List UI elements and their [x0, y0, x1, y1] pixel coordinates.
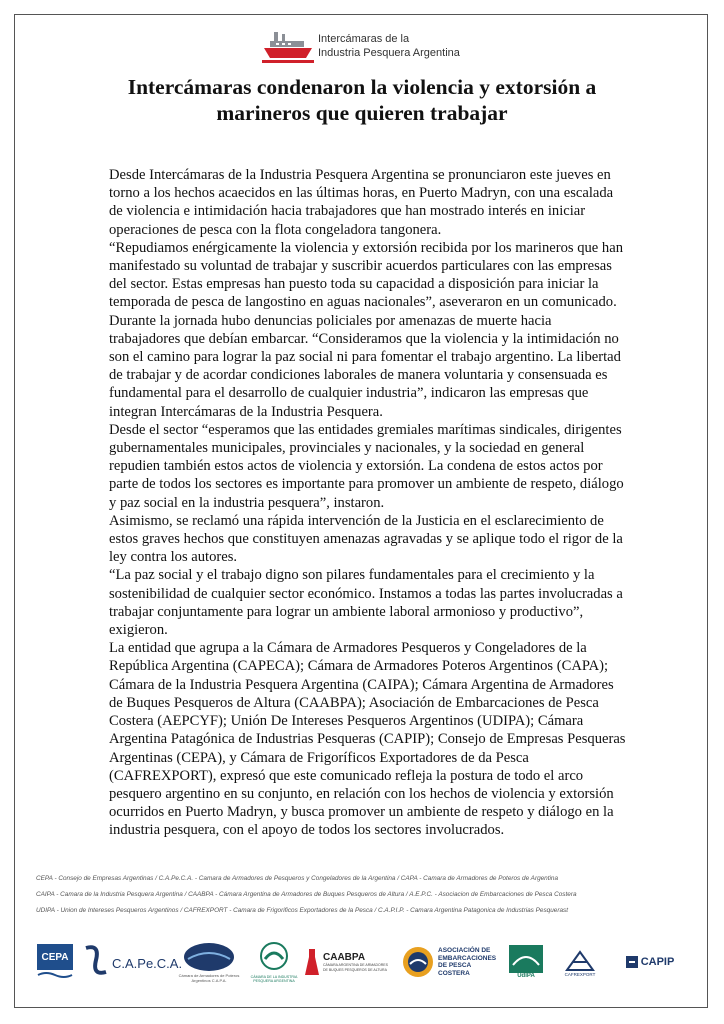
footer-line: UDIPA - Union de Intereses Pesqueros Argentinos / CAFREXPORT - Camara de Frigorificos Exportadores de la Pesca / C.A.P.I.P. - Camara Argentina Patagonica de Industrias Pesquerast: [36, 907, 568, 914]
cepa-logo-icon: [36, 942, 74, 982]
capeca-logo-icon: [82, 942, 183, 982]
body-line: Asimismo, se reclamó una rápida intervención de la Justicia en el esclarecimiento de: [109, 512, 604, 529]
body-line: trabajar conjuntamente para lograr un ambiente laboral armonioso y productivo”,: [109, 603, 584, 620]
logo-capa: [176, 938, 242, 986]
body-line: torno a los hechos acaecidos en las últimas horas, en Puerto Madryn, con una escalada: [109, 185, 614, 202]
fishing-ship-icon: [262, 30, 314, 66]
footer-line: CEPA - Consejo de Empresas Argentinas / C.A.Pe.C.A. - Camara de Armadores de Pesqueros y Congeladores de la Argentina / CAPA - Camara de Armadores de Poteros de Argentina: [36, 875, 559, 882]
caabpa-name: CAABPA: [323, 952, 366, 964]
body-line: sostenibilidad de cualquier sector económico. Instamos a todas las partes involucradas a: [109, 585, 623, 602]
body-line: son el camino para lograr la paz social ni para fomentar el trabajo argentino. La libertad: [109, 349, 621, 366]
logo-capeca: [82, 938, 183, 986]
body-line: Desde Intercámaras de la Industria Pesquera Argentina se pronunciaron este jueves en: [109, 167, 611, 183]
caabpa-caption: CÁMARA ARGENTINA DE ARMADORES DE BUQUES PESQUEROS DE ALTURA: [323, 963, 388, 972]
logo-caipa: [246, 938, 302, 986]
body-line: “Repudiamos enérgicamente la violencia y extorsión recibida por los marineros que han: [109, 239, 623, 256]
logo-capip: [618, 938, 682, 986]
body-line: República Argentina (CAPECA); Cámara de Armadores Poteros Argentinos (CAPA);: [109, 658, 609, 675]
body-line: estos graves hechos que constituyen amenazas agravadas y se aplique todo el rigor de la: [109, 531, 623, 548]
capeca-logo-text: C.A.Pe.C.A.: [112, 956, 183, 971]
body-line: Costera (AEPCYF); Unión De Intereses Pesqueros Argentinos (UDIPA); Cámara: [109, 713, 584, 730]
body-line: de violencia e intimidación hacia trabajadores que han mostrado interés en iniciar: [109, 203, 586, 220]
body-line: trabajadores que debían embarcar. “Consideramos que la violencia y la intimidación no: [109, 330, 619, 347]
caipa-caption: CÁMARA DE LA INDUSTRIA PESQUERA ARGENTINA: [250, 974, 298, 983]
body-line: operaciones de pesca con la flota congeladora tangonera.: [109, 221, 442, 238]
cafrexport-logo-icon: [565, 948, 595, 972]
body-line: exigieron.: [109, 622, 168, 639]
body-line: Desde el sector “esperamos que las entidades gremiales marítimas sindicales, dirigentes: [109, 421, 622, 438]
body-line: y paz social en la industria pesquera”, instaron.: [109, 494, 385, 511]
headline-line-1: Intercámaras condenaron la violencia y extorsión a: [127, 75, 597, 99]
aepc-line-3: DE PESCA COSTERA: [438, 962, 471, 977]
logo-udipa: [506, 938, 546, 986]
headline: [60, 74, 664, 126]
body-line: Durante la jornada hubo denuncias policiales por amenazas de muerte hacia: [109, 312, 552, 329]
body-line: “La paz social y el trabajo digno son pilares fundamentales para el crecimiento y la: [109, 567, 595, 584]
brand-line-2: Industria Pesquera Argentina: [318, 47, 460, 59]
brand-line-1: Intercámaras de la: [318, 33, 410, 45]
footer-member-list: [36, 871, 696, 919]
cepa-logo-text: CEPA: [41, 952, 69, 963]
body-line: integran Intercámaras de la Industria Pesquera.: [109, 403, 383, 420]
body-line: parte de todos los sectores es importante para promover un ambiente de respeto, diálogo: [109, 476, 624, 493]
headline-line-2: marineros que quieren trabajar: [216, 101, 508, 125]
body-line: de trabajar y de acordar condiciones laborales de manera voluntaria y consensuada es: [109, 367, 608, 384]
capip-square-icon: [626, 956, 638, 968]
body-line: manifestado su voluntad de trabajar y suscribir acuerdos particulares con las empresas: [109, 258, 612, 275]
brand-name: [318, 32, 460, 60]
body-line: temporada de pesca de langostino en aguas nacionales”, aseveraron en un comunicado.: [109, 294, 617, 311]
footer-line: CAIPA - Camara de la Industria Pesquera Argentina / CAABPA - Cámara Argentina de Armadores de Buques Pesqueros de Altura / A.E.P.C. - Asociacion de Embarcaciones de Pesca Costera: [36, 891, 577, 898]
header-logo: [262, 28, 482, 68]
logo-cafrexport: [558, 938, 602, 986]
body-line: del sector. Estas empresas han puesto toda su capacidad a disposición para iniciar la: [109, 276, 599, 293]
capa-caption: Cámara de Armadores de Poteros Argentinos C.A.P.A.: [178, 973, 240, 983]
body-line: gubernamentales municipales, provinciales y nacionales, y la sociedad en general: [109, 440, 585, 457]
body-line: Cámara de la Industria Pesquera Argentina (CAIPA); Cámara Argentina de Armadores: [109, 676, 614, 693]
logo-caabpa: [304, 938, 396, 986]
body-line: pesquero argentino en su conjunto, en relación con los hechos de violencia y extorsión: [109, 785, 614, 802]
udipa-text: UdIPA: [517, 973, 535, 979]
body-line: ley contra los autores.: [109, 549, 238, 566]
body-line: de Buques Pesqueros de Altura (CAABPA); Asociación de Embarcaciones de Pesca: [109, 694, 599, 711]
body-line: industria pesquera, con el apoyo de todos los sectores involucrados.: [109, 822, 505, 839]
body-line: (CAFREXPORT), expresó que este comunicado refleja la postura de todo el arco: [109, 767, 584, 784]
body-line: La entidad que agrupa a la Cámara de Armadores Pesqueros y Congeladores de la: [109, 640, 587, 657]
cafrexport-text: CAFREXPORT: [564, 971, 596, 977]
udipa-logo-icon: [509, 945, 543, 973]
body-line: ocurridos en Puerto Madryn, y busca promover un ambiente de respeto y diálogo en la: [109, 804, 614, 821]
logo-aepc: [402, 938, 498, 986]
capip-text: CAPIP: [640, 956, 675, 968]
body-line: fundamental para el desarrollo de cualquier industria”, indicaron las empresas que: [109, 385, 589, 402]
caabpa-flask-icon: [304, 947, 320, 977]
body-line: Argentinas (CEPA), y Cámara de Frigoríficos Exportadores de da Pesca: [109, 749, 529, 766]
aepc-emblem-icon: [402, 946, 434, 978]
body-line: repudien también estos actos de violencia y extorsión. La condena de estos actos por: [109, 458, 603, 475]
body-line: Argentina Patagónica de Industrias Pesqueras (CAPIP); Consejo de Empresas Pesqueras: [109, 731, 626, 748]
logo-cepa: [36, 938, 74, 986]
aepc-line-1: ASOCIACIÓN DE: [438, 947, 491, 954]
caipa-logo-icon: [259, 941, 289, 975]
aepc-line-2: EMBARCACIONES: [438, 954, 497, 962]
capa-logo-icon: [182, 941, 236, 973]
article-body: [109, 166, 649, 840]
member-logos: [36, 938, 692, 990]
